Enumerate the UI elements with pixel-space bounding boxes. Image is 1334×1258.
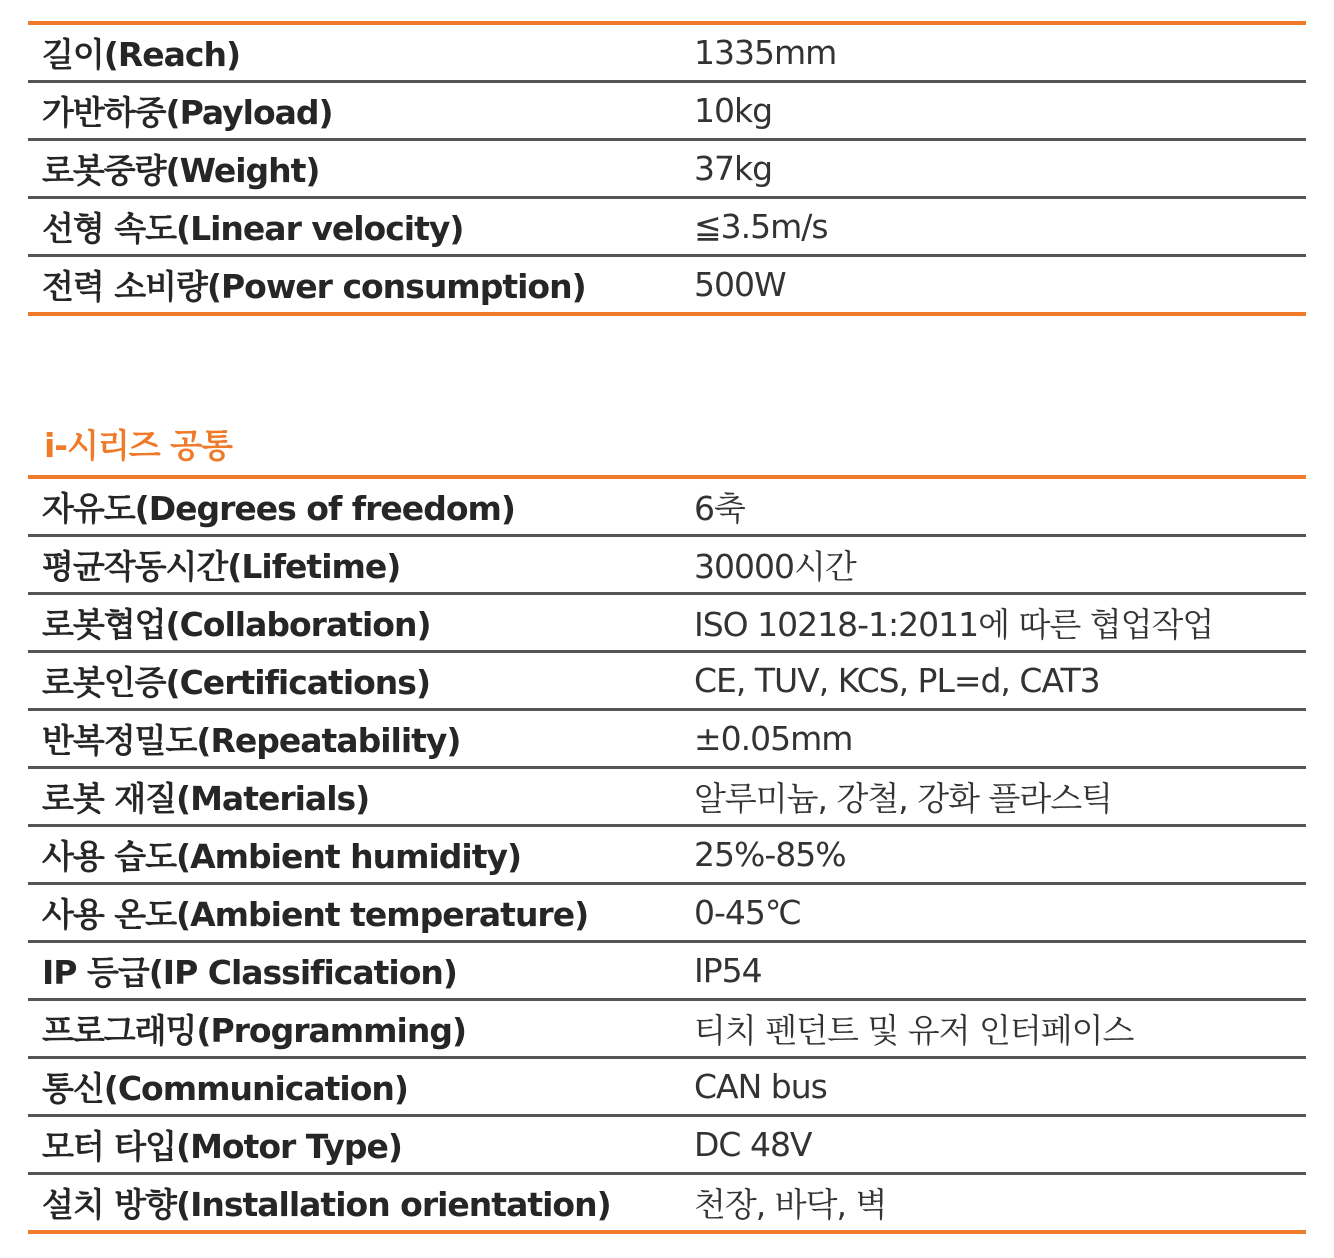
spec-label: 반복정밀도(Repeatability): [28, 710, 682, 768]
spec-value: CE, TUV, KCS, PL=d, CAT3: [682, 652, 1306, 710]
table-row: [28, 652, 1306, 710]
spec-value: ≦3.5m/s: [682, 198, 1306, 256]
table-row: [28, 884, 1306, 942]
spec-value: IP54: [682, 942, 1306, 1000]
spec-value: 10kg: [682, 82, 1306, 140]
spec-value: ±0.05mm: [682, 710, 1306, 768]
spec-label: 길이(Reach): [28, 23, 682, 82]
spec-label: IP 등급(IP Classification): [28, 942, 682, 1000]
spec-value: 티치 펜던트 및 유저 인터페이스: [682, 1000, 1306, 1058]
spec-label: 가반하중(Payload): [28, 82, 682, 140]
spec-value: 25%-85%: [682, 826, 1306, 884]
table-row: [28, 1000, 1306, 1058]
spec-value: ISO 10218-1:2011에 따른 협업작업: [682, 594, 1306, 652]
spec-label: 통신(Communication): [28, 1058, 682, 1116]
spec-value: 6축: [682, 477, 1306, 536]
spec-label: 사용 습도(Ambient humidity): [28, 826, 682, 884]
table-row: [28, 23, 1306, 82]
section-heading: i-시리즈 공통: [44, 426, 232, 465]
table-row: [28, 1116, 1306, 1174]
spec-table-common: [28, 475, 1306, 1234]
table-row: [28, 477, 1306, 536]
spec-value: 0-45℃: [682, 884, 1306, 942]
spec-label: 자유도(Degrees of freedom): [28, 477, 682, 536]
spec-label: 모터 타입(Motor Type): [28, 1116, 682, 1174]
spec-value: 500W: [682, 256, 1306, 315]
spec-label: 선형 속도(Linear velocity): [28, 198, 682, 256]
spec-label: 평균작동시간(Lifetime): [28, 536, 682, 594]
spec-label: 사용 온도(Ambient temperature): [28, 884, 682, 942]
spec-value: 30000시간: [682, 536, 1306, 594]
table-row: [28, 1058, 1306, 1116]
spec-value: CAN bus: [682, 1058, 1306, 1116]
spec-label: 전력 소비량(Power consumption): [28, 256, 682, 315]
table-row: [28, 594, 1306, 652]
table-row: [28, 256, 1306, 315]
table-row: [28, 140, 1306, 198]
spec-value: 1335mm: [682, 23, 1306, 82]
table-row: [28, 710, 1306, 768]
spec-value: 알루미늄, 강철, 강화 플라스틱: [682, 768, 1306, 826]
spec-label: 설치 방향(Installation orientation): [28, 1174, 682, 1233]
table-row: [28, 942, 1306, 1000]
table-row: [28, 536, 1306, 594]
spec-label: 로봇 재질(Materials): [28, 768, 682, 826]
spec-label: 로봇중량(Weight): [28, 140, 682, 198]
spec-label: 로봇협업(Collaboration): [28, 594, 682, 652]
spec-value: DC 48V: [682, 1116, 1306, 1174]
spec-table-top: [28, 21, 1306, 316]
table-row: [28, 82, 1306, 140]
table-row: [28, 768, 1306, 826]
spec-label: 프로그래밍(Programming): [28, 1000, 682, 1058]
table-row: [28, 826, 1306, 884]
spec-value: 천장, 바닥, 벽: [682, 1174, 1306, 1233]
table-row: [28, 1174, 1306, 1233]
table-row: [28, 198, 1306, 256]
spec-label: 로봇인증(Certifications): [28, 652, 682, 710]
spec-value: 37kg: [682, 140, 1306, 198]
